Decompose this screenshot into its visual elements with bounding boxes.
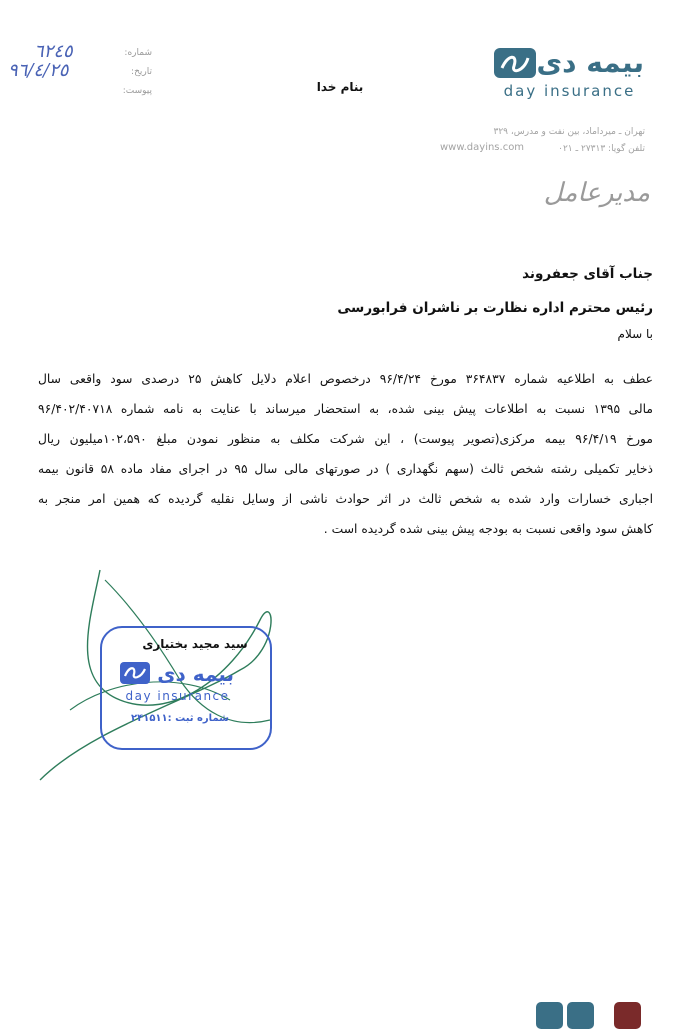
- paragraph-line: عطف به اطلاعیه شماره ۳۶۴۸۳۷ مورخ ۹۶/۴/۲۴ درخصوص اعلام دلایل کاهش ۲۵ درصدی سود واقعی سال: [38, 372, 653, 386]
- addressee-title: رئیس محترم اداره نظارت بر ناشران فرابورسی: [337, 300, 653, 316]
- date-label: تاریخ:: [131, 67, 152, 77]
- paragraph-line: اجباری خسارات وارد شده به شخص ثالث در اثر حوادث ناشی از وسایل نقلیه گردیده که همین امر منجر به: [38, 492, 653, 506]
- footer-square-1: [536, 1002, 563, 1029]
- footer-square-2: [567, 1002, 594, 1029]
- number-label: شماره:: [124, 48, 152, 58]
- addressee-name: جناب آقای جعفروند: [522, 266, 653, 282]
- greeting: با سلام: [617, 327, 653, 341]
- basmala: بنام خدا: [316, 80, 364, 94]
- stamp-en-text: day insurance: [125, 689, 230, 703]
- footer-square-3: [614, 1002, 641, 1029]
- letter-paragraph: [38, 364, 653, 544]
- paragraph-line: کاهش سود واقعی نسبت به بودجه پیش بینی شده گردیده است .: [323, 522, 653, 536]
- document-meta-labels: [112, 44, 152, 101]
- address-line: تهران ـ میرداماد، بین نفت و مدرس، ۳۲۹: [493, 127, 645, 137]
- stamp-logo: [118, 660, 236, 686]
- addressee-block: [330, 257, 653, 325]
- stamp-registration: شماره ثبت :۲۴۱۵۱۱: [131, 713, 229, 724]
- phone-line: تلفن گویا: ۲۷۳۱۳ ـ ۰۲۱: [558, 144, 645, 154]
- logo-en-text: day insurance: [503, 82, 636, 100]
- paragraph-line: ذخایر تکمیلی رشته شخص ثالث (سهم نگهداری ) در صورتهای مالی سال ۹۵ در اجرای مفاد ماده ۵۸ قانون بیمه: [38, 462, 653, 476]
- website-link: www.dayins.com: [440, 142, 525, 153]
- logo-fa-text: بیمه دی: [536, 46, 644, 79]
- paragraph-line: مالی ۱۳۹۵ نسبت به اطلاعات پیش بینی شده، به استحضار میرساند با عنایت به نامه شماره ۹۶/۴۰۲/۴۰۷۱۸: [38, 402, 653, 416]
- stamp-logo-fa-text: بیمه دی: [157, 662, 234, 686]
- handwritten-meta: [8, 42, 73, 80]
- attachment-label: پیوست:: [122, 86, 152, 96]
- paragraph-line: مورخ ۹۶/۴/۱۹ بیمه مرکزی(تصویر پیوست) ، این شرکت مکلف به منظور نمودن مبلغ ۱۰۲،۵۹۰میلیون ریال: [38, 432, 653, 446]
- ceo-title-handwritten: مدیرعامل: [543, 178, 650, 208]
- handwritten-number: ٦٢٤٥: [34, 41, 73, 62]
- signatory-name: سید مجید بختیاری: [142, 637, 248, 651]
- handwritten-date: ٩٦/٤/٢٥: [8, 60, 69, 81]
